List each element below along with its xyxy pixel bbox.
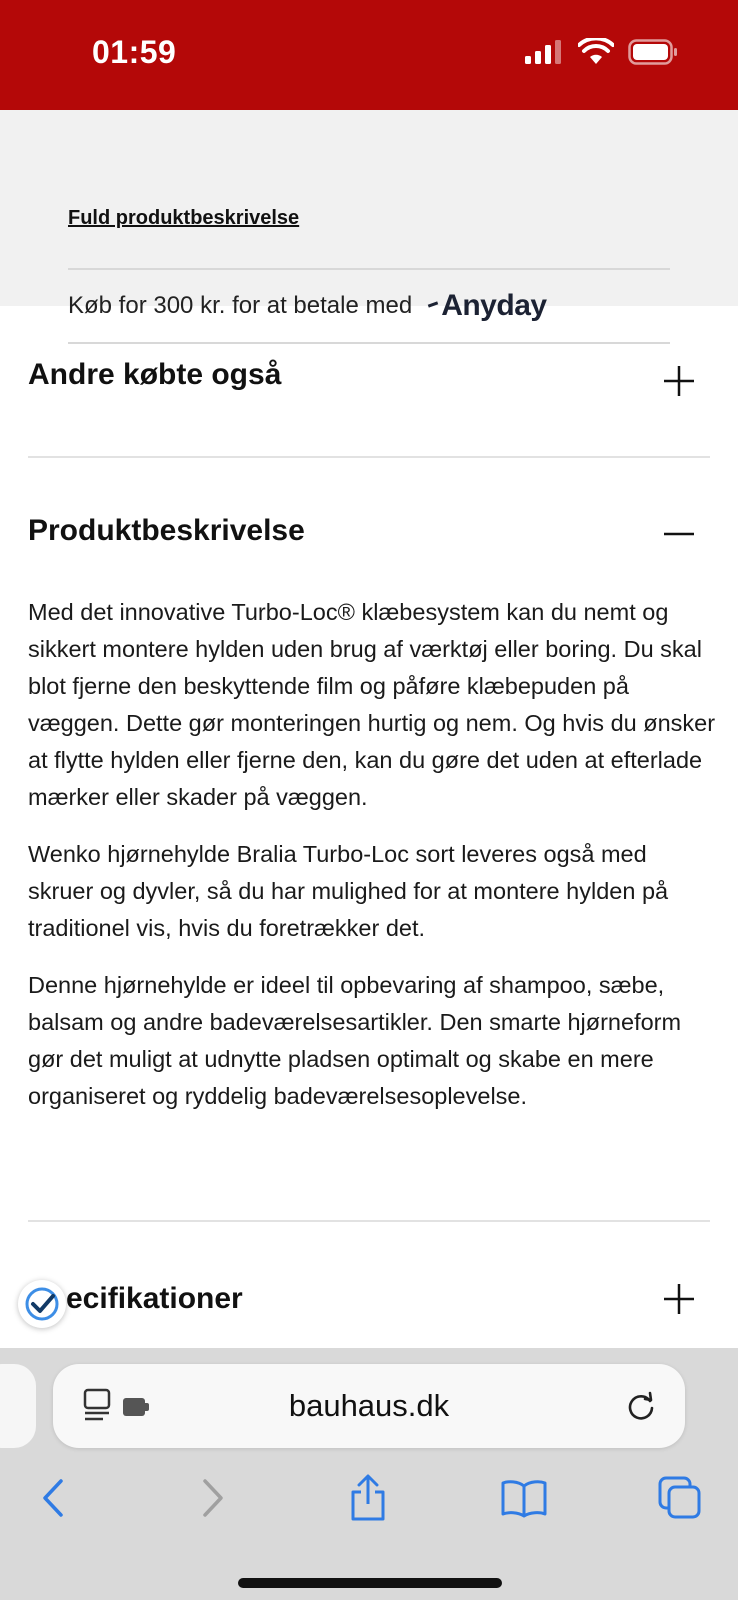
verified-check-icon xyxy=(24,1286,60,1322)
description-paragraph: Med det innovative Turbo-Loc® klæbesystem kan du nemt og sikkert montere hylden uden brug af værktøj eller boring. Du skal blot fjerne den beskyttende film og påføre klæbepuden på væggen. Dette gør monteringen hurtig og nem. Og hvis du ønsker at flytte hylden eller fjerne den, kan du gøre det uden at efterlade mærker eller skader på væggen. xyxy=(28,599,716,810)
divider xyxy=(28,1220,710,1222)
description-title[interactable]: Produktbeskrivelse xyxy=(28,514,305,547)
plus-icon[interactable] xyxy=(662,1282,696,1316)
status-bar xyxy=(0,0,738,110)
reload-icon[interactable] xyxy=(623,1388,659,1424)
back-button[interactable] xyxy=(24,1468,84,1528)
minus-icon[interactable] xyxy=(662,517,696,551)
full-description-link[interactable]: Fuld produktbeskrivelse xyxy=(68,207,300,229)
battery-icon xyxy=(628,39,678,65)
previous-tab-preview[interactable] xyxy=(0,1364,36,1448)
url-text: bauhaus.dk xyxy=(288,1388,450,1423)
description-paragraph: Wenko hjørnehylde Bralia Turbo-Loc sort leveres også med skruer og dyvler, så du har mulighed for at montere hylden på traditionel vis, hvis du foretrækker det. xyxy=(28,841,669,941)
tabs-icon xyxy=(657,1475,703,1521)
signal-icon xyxy=(524,39,564,65)
home-indicator xyxy=(238,1578,502,1588)
wifi-icon xyxy=(578,38,614,66)
back-icon xyxy=(39,1478,69,1518)
divider xyxy=(28,456,710,458)
anyday-logo: Anyday xyxy=(428,289,546,323)
status-time: 01:59 xyxy=(92,34,177,70)
plus-icon[interactable] xyxy=(662,364,696,398)
browser-toolbar xyxy=(0,1348,738,1600)
anyday-text: Køb for 300 kr. for at betale med xyxy=(68,292,413,319)
forward-button[interactable] xyxy=(182,1468,242,1528)
anyday-payment-row[interactable] xyxy=(68,268,670,344)
others-bought-title[interactable]: Andre købte også xyxy=(28,358,282,391)
tabs-button[interactable] xyxy=(650,1468,710,1528)
description-paragraph: Denne hjørnehylde er ideel til opbevaring af shampoo, sæbe, balsam og andre badeværelsesartikler. Den smarte hjørneform gør det muligt at udnytte pladsen optimalt og skabe en mere organiseret og ryddelig badeværelsesoplevelse. xyxy=(28,972,682,1109)
bookmarks-icon xyxy=(500,1478,548,1518)
description-body xyxy=(28,594,718,1135)
bookmarks-button[interactable] xyxy=(494,1468,554,1528)
specifications-title[interactable]: ecifikationer xyxy=(66,1282,243,1315)
share-icon xyxy=(348,1474,388,1522)
share-button[interactable] xyxy=(338,1468,398,1528)
address-bar[interactable] xyxy=(53,1364,685,1448)
product-info-block xyxy=(0,110,738,322)
forward-icon xyxy=(197,1478,227,1518)
trust-badge[interactable] xyxy=(18,1280,66,1328)
